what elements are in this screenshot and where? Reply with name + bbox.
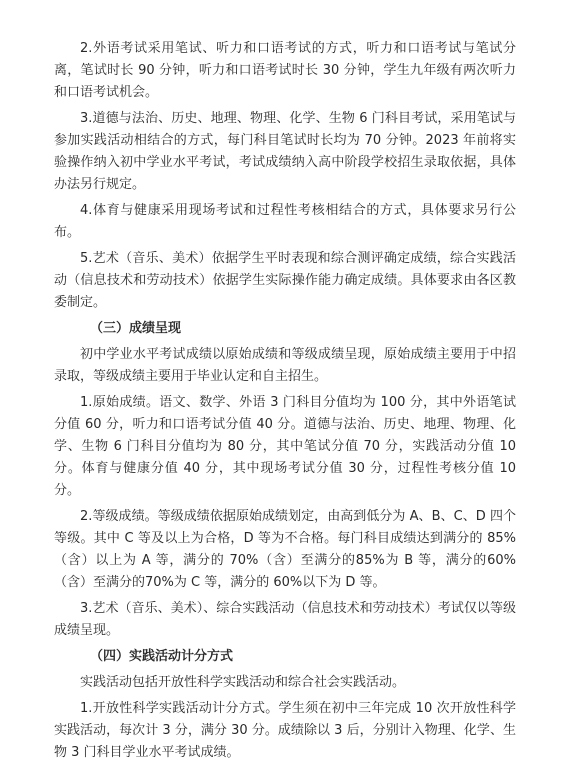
paragraph-open-science-practice: 1.开放性科学实践活动计分方式。学生须在初中三年完成 10 次开放性科学实践活动，每次计 3 分，满分 30 分。成绩除以 3 后，分别计入物理、化学、生物 3 门科目学业水平考试成绩。 xyxy=(54,701,516,760)
paragraph-foreign-language-exam: 2.外语考试采用笔试、听力和口语考试的方式，听力和口语考试与笔试分离，笔试时长 90 分钟，听力和口语考试时长 30 分钟，学生九年级有两次听力和口语考试机会。 xyxy=(54,41,516,100)
paragraph-arts-grade-only: 3.艺术（音乐、美术）、综合实践活动（信息技术和劳动技术）考试仅以等级成绩呈现。 xyxy=(54,601,516,638)
paragraph-score-overview: 初中学业水平考试成绩以原始成绩和等级成绩呈现，原始成绩主要用于中招录取，等级成绩主要用于毕业认定和自主招生。 xyxy=(54,347,516,384)
paragraph-raw-scores: 1.原始成绩。语文、数学、外语 3 门科目分值均为 100 分，其中外语笔试分值 60 分，听力和口语考试分值 40 分。道德与法治、历史、地理、物理、化学、生物 6 门科目分值均为 80 分，其中笔试分值 70 分，实践活动分值 10 分。体育与健康分值 40 分，其中现场考试分值 30 分，过程性考核分值 10 分。 xyxy=(54,395,516,498)
paragraph-grade-levels: 2.等级成绩。等级成绩依据原始成绩划定，由高到低分为 A、B、C、D 四个等级。其中 C 等及以上为合格，D 等为不合格。每门科目成绩达到满分的 85%（含）以上为 A 等，满分的 70%（含）至满分的85%为 B 等，满分的60%（含）至满分的70%为 C 等，满分的 60%以下为 D 等。 xyxy=(54,509,516,590)
section-heading-score-presentation: （三）成绩呈现 xyxy=(90,321,182,336)
section-heading-practice-scoring: （四）实践活动计分方式 xyxy=(90,649,234,664)
document-body xyxy=(54,38,516,768)
paragraph-pe-exam: 4.体育与健康采用现场考试和过程性考核相结合的方式，具体要求另行公布。 xyxy=(54,203,516,240)
paragraph-six-subjects-exam: 3.道德与法治、历史、地理、物理、化学、生物 6 门科目考试，采用笔试与参加实践活动相结合的方式，每门科目笔试时长均为 70 分钟。2023 年前将实验操作纳入初中学业水平考试，考试成绩纳入高中阶段学校招生录取依据，具体办法另行规定。 xyxy=(54,111,516,192)
paragraph-arts-exam: 5.艺术（音乐、美术）依据学生平时表现和综合测评确定成绩，综合实践活动（信息技术和劳动技术）依据学生实际操作能力确定成绩。具体要求由各区教委制定。 xyxy=(54,251,516,310)
paragraph-practice-overview: 实践活动包括开放性科学实践活动和综合社会实践活动。 xyxy=(80,675,406,690)
